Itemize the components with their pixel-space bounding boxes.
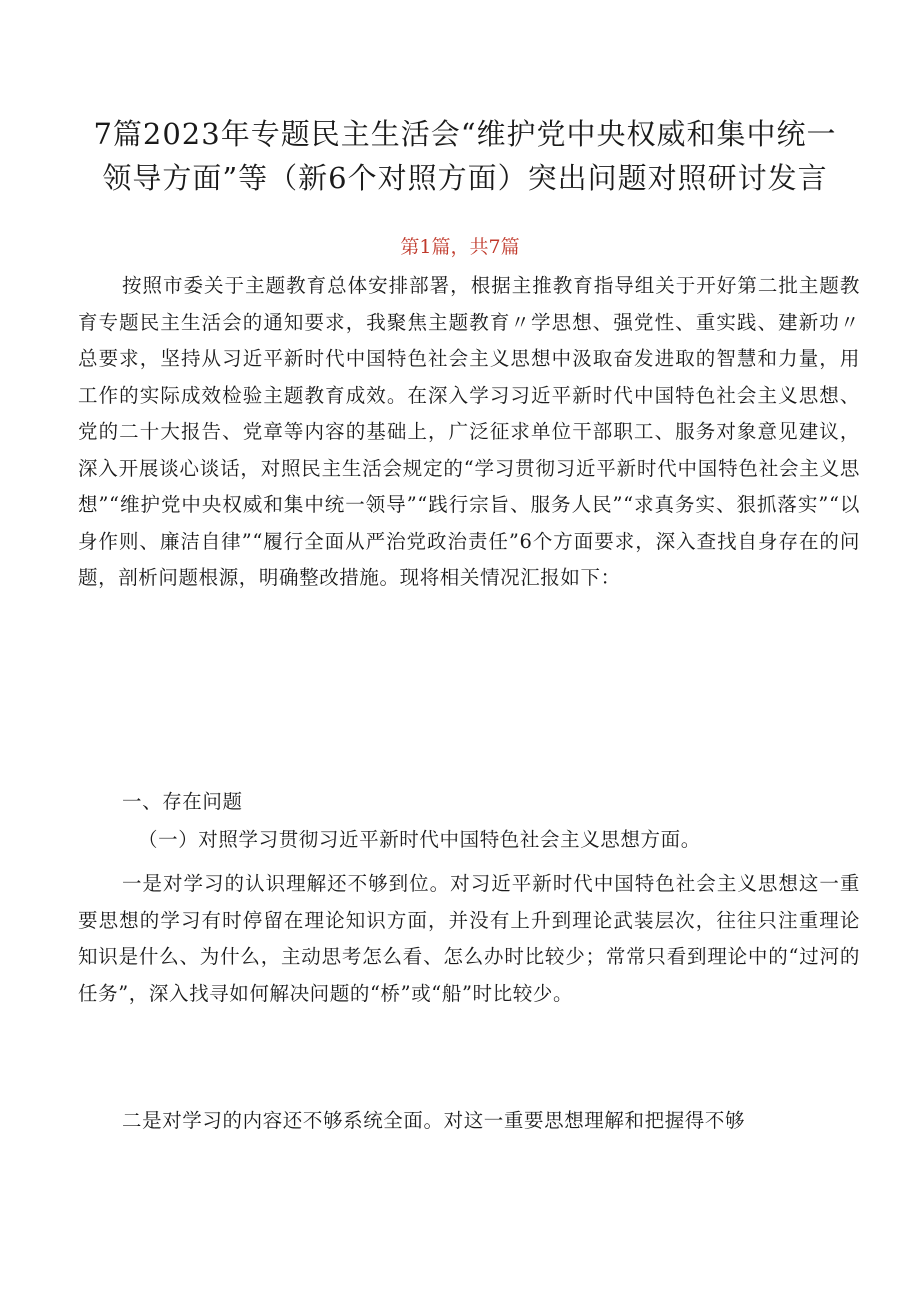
section-label: 第1篇，共7篇 (400, 236, 520, 258)
document-title-line-1: 7篇2023年专题民主生活会“维护党中央权威和集中统一 (93, 117, 837, 151)
body-paragraph-1: 一是对学习的认识理解还不够到位。对习近平新时代中国特色社会主义思想这一重要思想的学习有时停留在理论知识方面，并没有上升到理论武装层次，往往只注重理论知识是什么、为什么，主动思考怎么看、怎么办时比较少；常常只看到理论中的“过河的任务”，深入找寻如何解决问题的“桥”或“船”时比较少。 (78, 872, 860, 1005)
document-title (70, 112, 860, 200)
body-paragraph-2: 二是对学习的内容还不够系统全面。对这一重要思想理解和把握得不够 (122, 1109, 746, 1132)
section-heading: 一、存在问题 (122, 790, 243, 813)
intro-paragraph: 按照市委关于主题教育总体安排部署，根据主推教育指导组关于开好第二批主题教育专题民主生活会的通知要求，我聚焦主题教育〃学思想、强党性、重实践、建新功〃总要求，坚持从习近平新时代中国特色社会主义思想中汲取奋发进取的智慧和力量，用工作的实际成效检验主题教育成效。在深入学习习近平新时代中国特色社会主义思想、党的二十大报告、党章等内容的基础上，广泛征求单位干部职工、服务对象意见建议，深入开展谈心谈话，对照民主生活会规定的“学习贯彻习近平新时代中国特色社会主义思想”“维护党中央权威和集中统一领导”“践行宗旨、服务人民”“求真务实、狠抓落实”“以身作则、廉洁自律”“履行全面从严治党政治责任”6个方面要求，深入查找自身存在的问题，剖析问题根源，明确整改措施。现将相关情况汇报如下： (78, 274, 860, 589)
document-title-line-2: 领导方面”等（新6个对照方面）突出问题对照研讨发言 (102, 161, 828, 195)
subsection-heading: （一）对照学习贯彻习近平新时代中国特色社会主义思想方面。 (138, 828, 701, 851)
